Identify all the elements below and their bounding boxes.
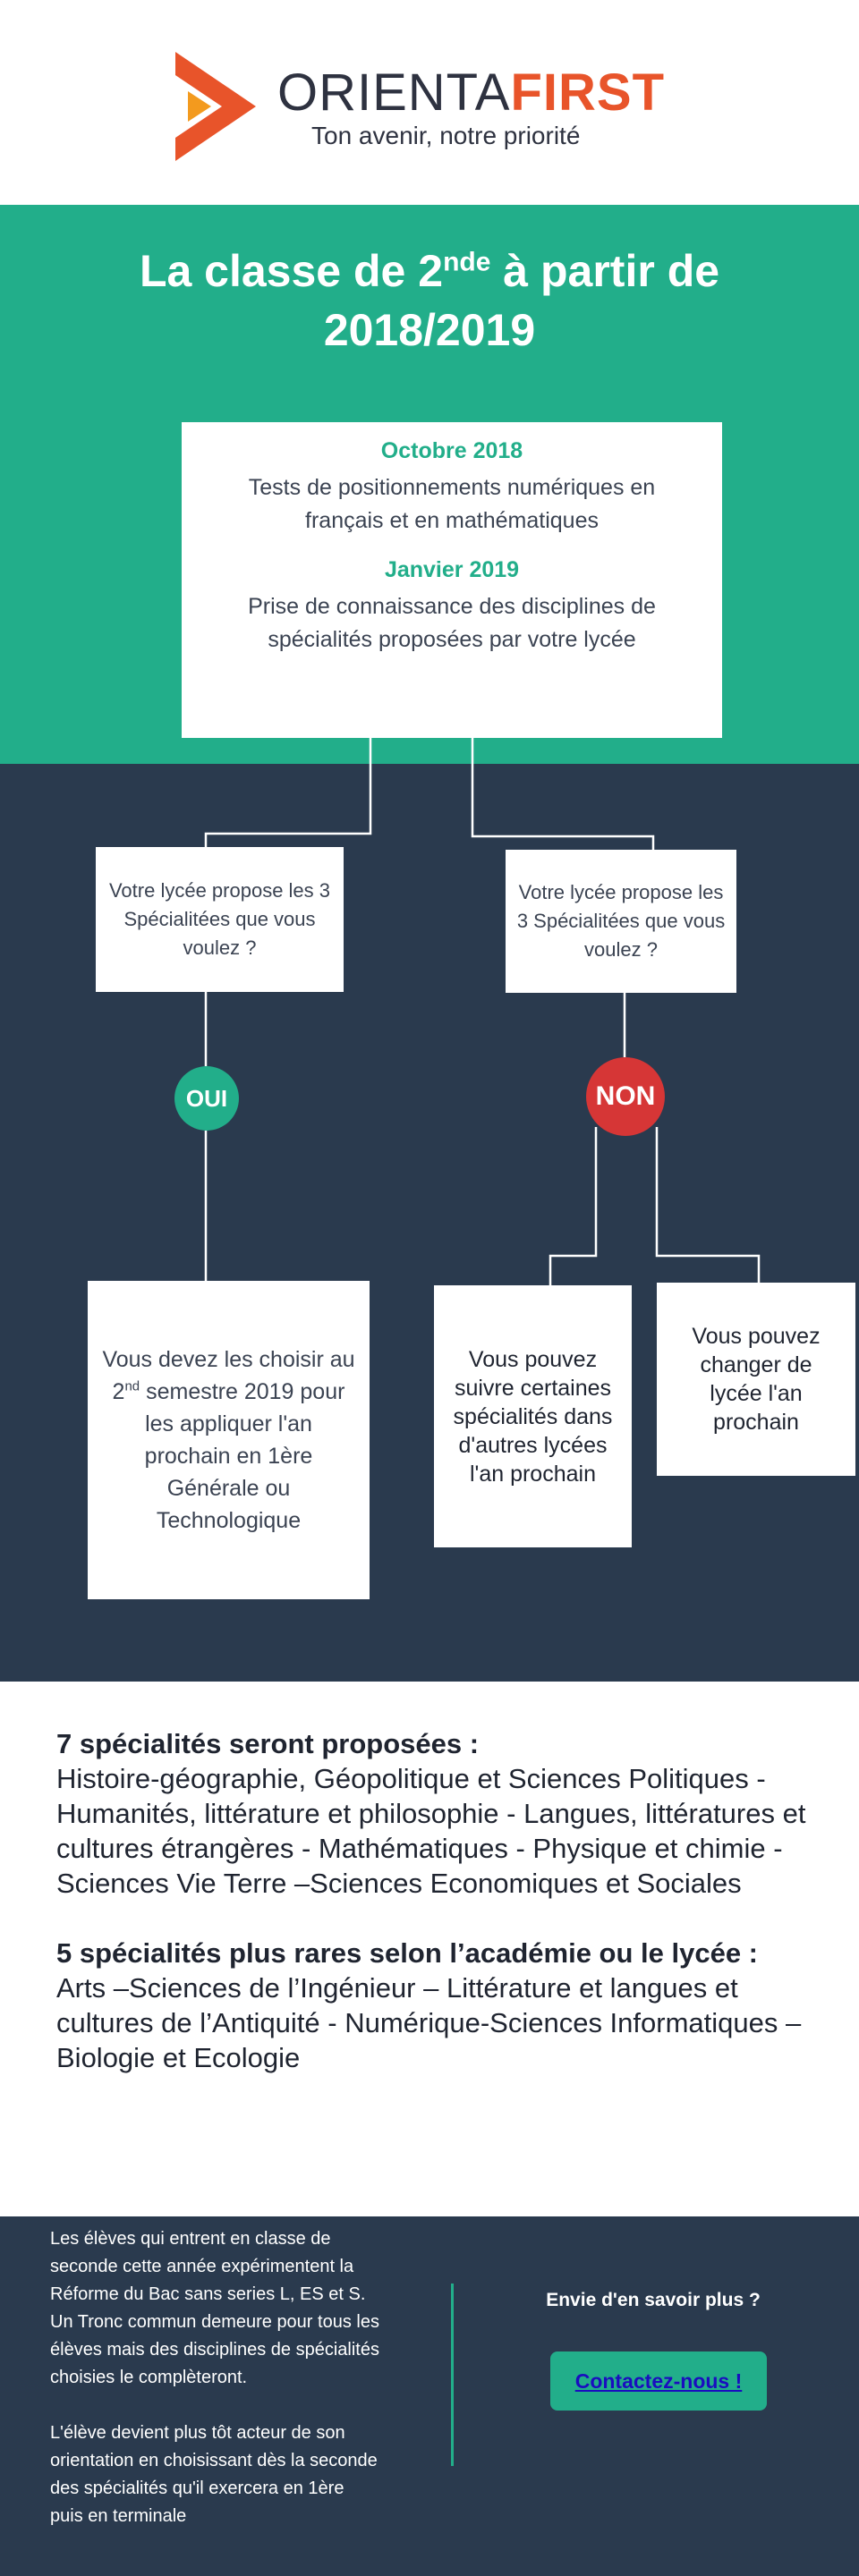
header: [0, 0, 859, 205]
no-badge: NON: [586, 1057, 665, 1136]
result-yes-superscript: nd: [124, 1378, 140, 1394]
orientafirst-logo-icon: [175, 52, 256, 161]
timeline-text-october: Tests de positionnements numériques en français et en mathématiques: [248, 475, 656, 533]
page-title: [72, 242, 787, 360]
footer-paragraph-2: L'élève devient plus tôt acteur de son orientation en choisissant dès la seconde des spécialités qu'il exercera en 1ère puis en terminale: [50, 2423, 378, 2526]
timeline-text-january: Prise de connaissance des disciplines de spécialités proposées par votre lycée: [248, 594, 656, 652]
timeline-date-january: Janvier 2019: [384, 557, 520, 582]
specialities-section: [56, 1726, 808, 2110]
brand-name-part1: ORIENTA: [277, 64, 511, 122]
timeline-card: [182, 422, 722, 738]
title-part1: La classe de 2: [139, 246, 444, 296]
specialities-heading-7: 7 spécialités seront proposées :: [56, 1728, 480, 1759]
timeline-date-october: Octobre 2018: [380, 438, 523, 463]
result-yes-part2: semestre 2019 pour les appliquer l'an prochain en 1ère Générale ou Technologique: [140, 1379, 345, 1533]
title-part2: à partir de 2018/2019: [323, 246, 720, 355]
yes-badge: OUI: [174, 1066, 239, 1131]
footer-divider: [451, 2284, 454, 2466]
specialities-list-5: Arts –Sciences de l’Ingénieur – Littérature et langues et cultures de l’Antiquité - Numérique-Sciences Informatiques – Biologie et Ecologie: [56, 1972, 802, 2073]
contact-button[interactable]: Contactez-nous !: [550, 2351, 767, 2411]
footer-paragraph-1: Les élèves qui entrent en classe de seconde cette année expérimentent la Réforme du Bac sans series L, ES et S. Un Tronc commun demeure pour tous les élèves mais des disciplines de spécialités choisies le complèteront.: [50, 2229, 379, 2387]
title-superscript: nde: [443, 247, 491, 277]
result-yes-box: [88, 1281, 370, 1599]
result-no-change-lycee-box: Vous pouvez changer de lycée l'an prochain: [657, 1283, 855, 1476]
footer-description: [50, 2225, 381, 2558]
result-yes-part1: Vous devez les choisir au 2: [102, 1347, 355, 1404]
cta-label: Envie d'en savoir plus ?: [546, 2290, 761, 2310]
brand-name-part2: FIRST: [510, 64, 666, 122]
result-yes-text: [102, 1343, 355, 1537]
question-box-right: Votre lycée propose les 3 Spécialitées que vous voulez ?: [506, 850, 736, 993]
specialities-heading-5: 5 spécialités plus rares selon l’académie ou le lycée :: [56, 1937, 759, 1969]
brand-name: [277, 63, 665, 123]
result-no-other-lycee-box: Vous pouvez suivre certaines spécialités dans d'autres lycées l'an prochain: [434, 1285, 632, 1547]
question-box-left: Votre lycée propose les 3 Spécialitées que vous voulez ?: [96, 847, 344, 992]
brand-tagline: Ton avenir, notre priorité: [311, 122, 581, 149]
specialities-list-7: Histoire-géographie, Géopolitique et Sciences Politiques - Humanités, littérature et philosophie - Langues, littératures et cultures étrangères - Mathématiques - Physique et chimie - Sciences Vie Terre –Sciences Economiques et Sociales: [56, 1763, 806, 1899]
